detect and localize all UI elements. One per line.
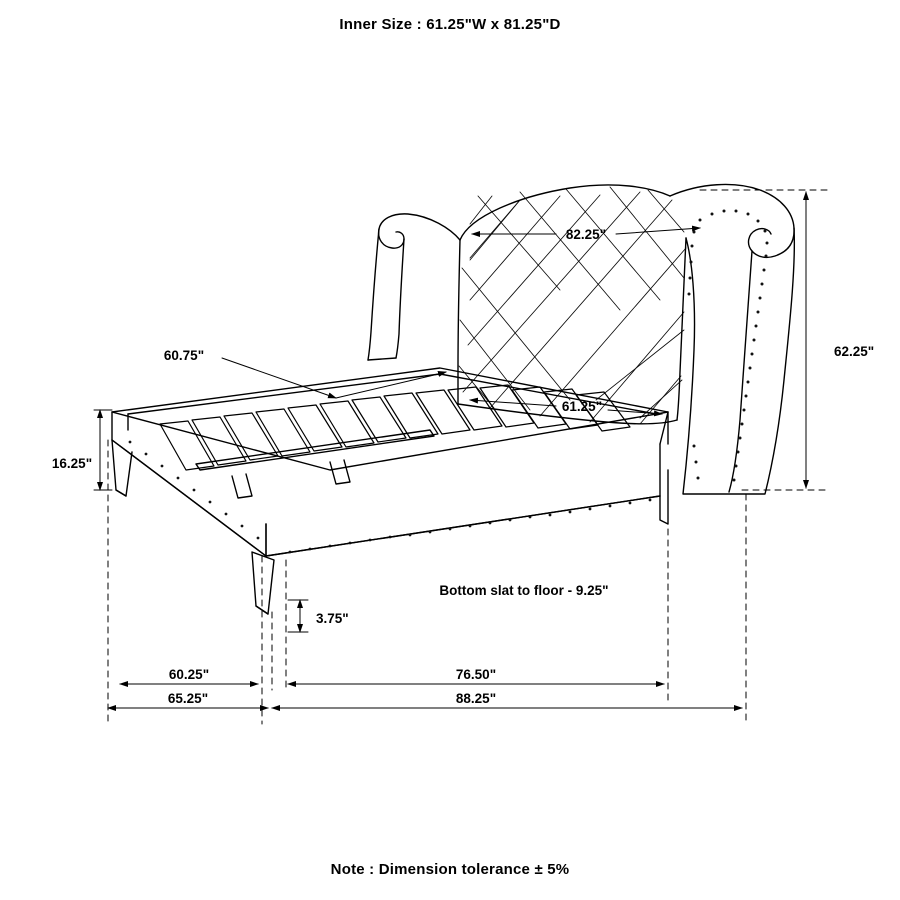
leader-slat-length — [222, 358, 336, 398]
bed-frame-outline — [112, 368, 668, 556]
dimension-labels — [52, 227, 874, 706]
nailhead-trim-rail — [129, 441, 652, 554]
page-title: Inner Size : 61.25"W x 81.25"D — [339, 16, 561, 33]
label-leg-height: 3.75" — [316, 611, 349, 626]
nailhead-trim-headboard — [688, 210, 769, 482]
label-bottom-slat-to-floor: Bottom slat to floor - 9.25" — [439, 583, 609, 598]
extension-lines — [108, 190, 830, 724]
leader-inner-width-left — [470, 400, 556, 406]
label-deck-height: 16.25" — [51, 456, 93, 471]
label-slat-length: 60.75" — [163, 348, 205, 363]
label-inner-width: 61.25" — [561, 399, 603, 414]
label-overall-length: 88.25" — [455, 691, 497, 706]
label-headboard-width: 82.25" — [565, 227, 607, 242]
label-footprint: 65.25" — [167, 691, 209, 706]
dimension-lines — [94, 190, 830, 724]
label-side-rail: 60.25" — [168, 667, 210, 682]
leader-headboard-width-right — [616, 228, 700, 234]
tolerance-note: Note : Dimension tolerance ± 5% — [330, 861, 570, 878]
bed-slats — [160, 385, 630, 470]
leader-slat-length-tail — [336, 376, 430, 398]
headboard-tufting — [459, 187, 686, 424]
label-base-length: 76.50" — [455, 667, 497, 682]
label-headboard-height: 62.25" — [834, 344, 875, 359]
center-support-rail — [196, 430, 434, 498]
